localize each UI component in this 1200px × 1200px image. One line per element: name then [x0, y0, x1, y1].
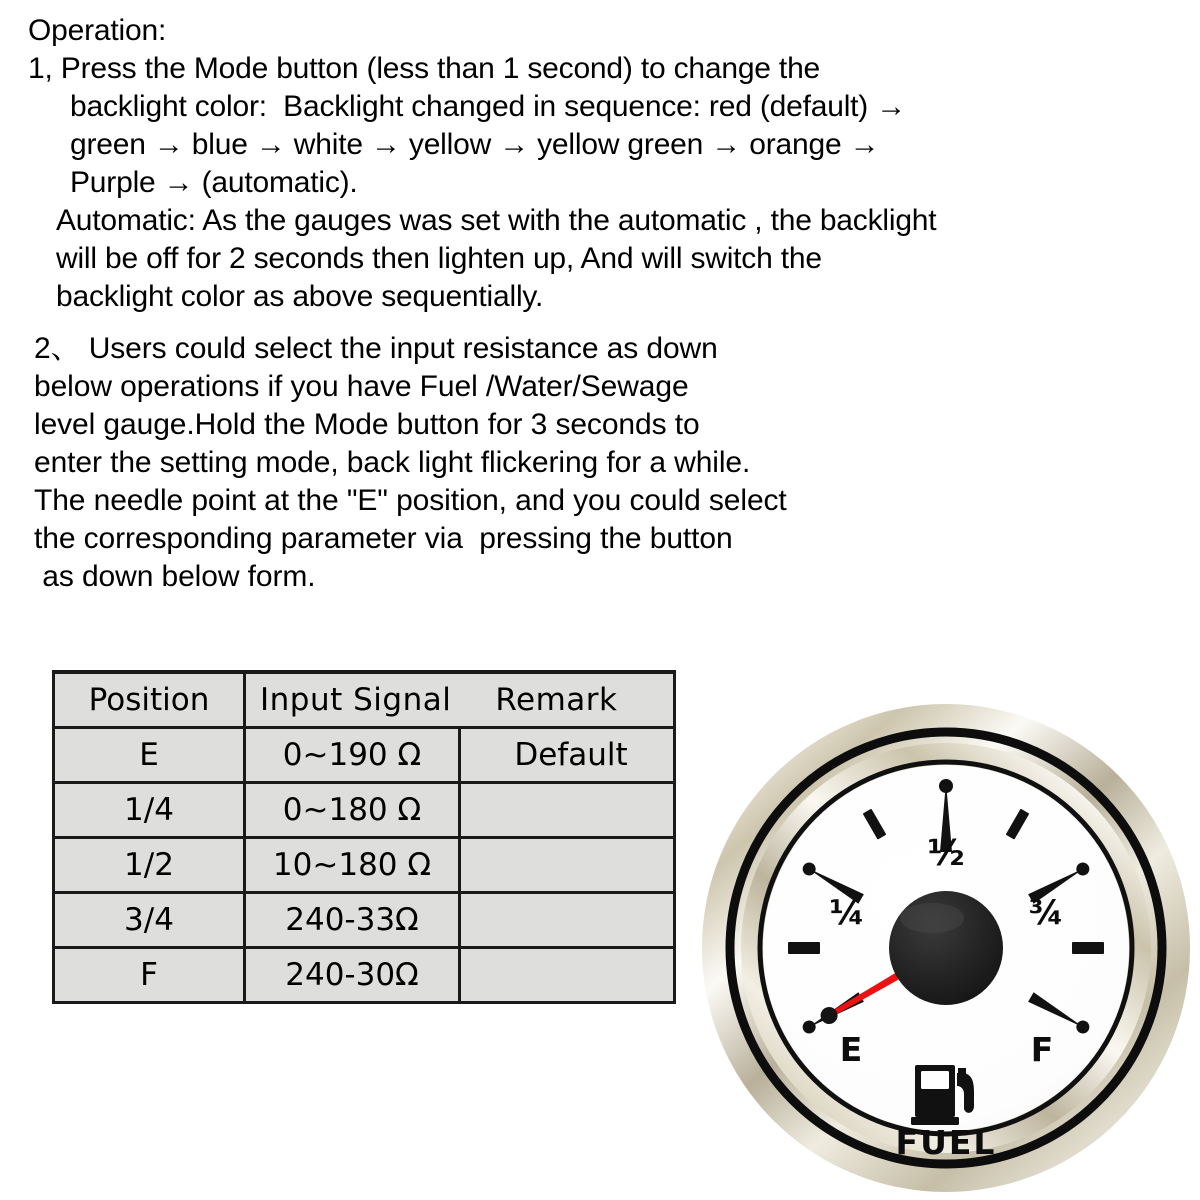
cell-input-signal: 0~180 Ω	[245, 783, 460, 838]
table-row	[54, 728, 675, 783]
resistance-line-7: as down below form.	[34, 560, 316, 593]
operation-line-1: 1, Press the Mode button (less than 1 second) to change the	[28, 52, 821, 85]
table-row	[54, 783, 675, 838]
resistance-line-1: 2、 Users could select the input resistance as down	[34, 332, 718, 365]
dial-label-half: ½	[927, 833, 965, 874]
cell-input-signal: 240-30Ω	[245, 948, 460, 1003]
operation-paragraph	[28, 12, 1188, 316]
dial-label-empty: E	[839, 1030, 863, 1069]
operation-line-7: backlight color as above sequentially.	[56, 280, 544, 313]
cell-position: F	[54, 948, 245, 1003]
instructions-block	[28, 12, 1188, 316]
gauge-hub-highlight	[900, 903, 964, 933]
resistance-line-4: enter the setting mode, back light flickering for a while.	[34, 446, 751, 479]
column-header-remark: Remark	[495, 682, 618, 718]
column-header-input-signal: Input Signal	[260, 682, 452, 718]
dial-label-full: F	[1030, 1030, 1054, 1069]
column-header-position: Position	[54, 672, 245, 728]
cell-position: 1/4	[54, 783, 245, 838]
cell-remark	[460, 783, 675, 838]
cell-remark	[460, 948, 675, 1003]
cell-remark	[460, 893, 675, 948]
column-header-signal-remark	[245, 672, 675, 728]
operation-line-6: will be off for 2 seconds then lighten up, And will switch the	[56, 242, 822, 275]
cell-input-signal: 0~190 Ω	[245, 728, 460, 783]
gauge-fuel-label: FUEL	[895, 1123, 997, 1162]
resistance-line-6: the corresponding parameter via pressing the button	[34, 522, 733, 555]
cell-remark	[460, 838, 675, 893]
cell-input-signal: 240-33Ω	[245, 893, 460, 948]
cell-position: 1/2	[54, 838, 245, 893]
table-row	[54, 893, 675, 948]
table-row	[54, 948, 675, 1003]
resistance-line-2: below operations if you have Fuel /Water/Sewage	[34, 370, 689, 403]
operation-heading: Operation:	[28, 14, 167, 47]
dial-label-quarter: ¼	[829, 893, 865, 933]
resistance-line-5: The needle point at the "E" position, and you could select	[34, 484, 787, 517]
input-signal-table	[52, 670, 676, 1004]
remark-default-text: Default	[514, 737, 628, 773]
operation-line-5: Automatic: As the gauges was set with the automatic , the backlight	[56, 204, 937, 237]
resistance-selection-paragraph	[34, 330, 1134, 596]
table-row	[54, 838, 675, 893]
table-header-row	[54, 672, 675, 728]
cell-input-signal: 10~180 Ω	[245, 838, 460, 893]
operation-line-3: green → blue → white → yellow → yellow green → orange →	[70, 128, 880, 161]
cell-position: 3/4	[54, 893, 245, 948]
operation-line-2: backlight color: Backlight changed in sequence: red (default) →	[70, 90, 907, 123]
operation-line-4: Purple → (automatic).	[70, 166, 358, 199]
fuel-gauge-graphic	[700, 702, 1192, 1194]
fuel-gauge	[700, 702, 1192, 1194]
dial-label-threequarter: ¾	[1028, 893, 1064, 933]
resistance-line-3: level gauge.Hold the Mode button for 3 seconds to	[34, 408, 700, 441]
cell-position: E	[54, 728, 245, 783]
cell-remark	[460, 728, 675, 783]
